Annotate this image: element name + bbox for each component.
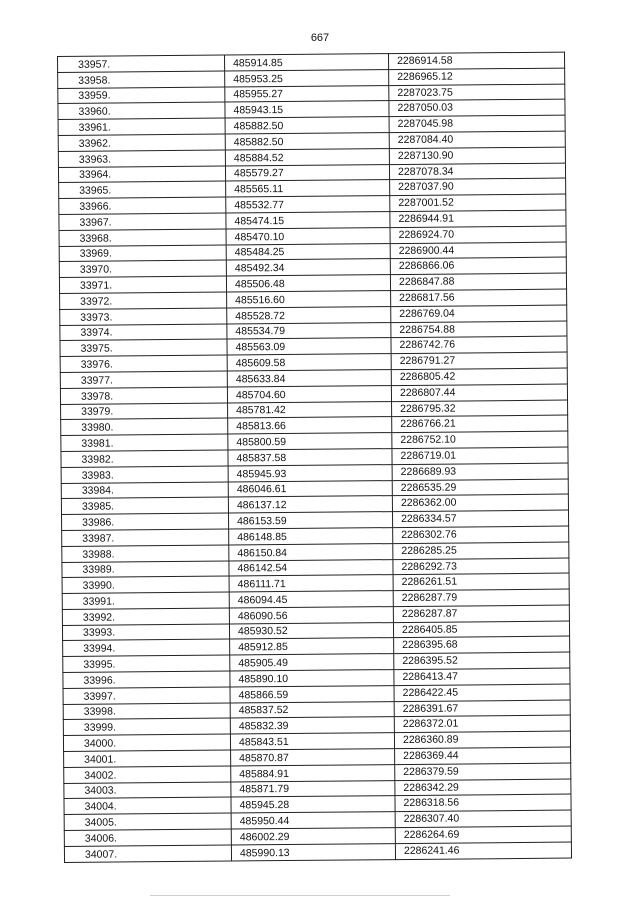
point-number-cell: 33980. [61,418,228,435]
point-number-cell: 33983. [61,466,228,483]
y-coordinate-cell: 2286535.29 [392,479,568,496]
y-coordinate-cell: 2286302.76 [393,526,569,543]
y-coordinate-cell: 2286318.56 [395,794,571,811]
x-coordinate-cell: 486142.54 [229,559,393,576]
point-number-cell: 34006. [64,829,231,846]
y-coordinate-cell: 2286795.32 [392,400,568,417]
point-number-cell: 33966. [59,197,226,214]
point-number-cell: 33964. [58,166,225,183]
point-number-cell: 33998. [63,703,230,720]
y-coordinate-cell: 2286866.06 [390,257,566,274]
x-coordinate-cell: 485609.58 [227,354,391,371]
y-coordinate-cell: 2286924.70 [390,226,566,243]
x-coordinate-cell: 486148.85 [229,527,393,544]
y-coordinate-cell: 2286307.40 [395,810,571,827]
point-number-cell: 34000. [63,734,230,751]
y-coordinate-cell: 2286914.58 [388,52,564,69]
y-coordinate-cell: 2287045.98 [389,115,565,132]
coordinate-table [57,52,572,863]
point-number-cell: 33960. [58,102,225,119]
y-coordinate-cell: 2286405.85 [393,621,569,638]
x-coordinate-cell: 485884.52 [225,148,389,165]
x-coordinate-cell: 486046.61 [228,480,392,497]
point-number-cell: 33985. [61,497,228,514]
scan-edge-line [150,895,450,896]
x-coordinate-cell: 486137.12 [228,496,392,513]
y-coordinate-cell: 2286769.04 [391,305,567,322]
y-coordinate-cell: 2286422.45 [394,684,570,701]
x-coordinate-cell: 485882.50 [225,117,389,134]
x-coordinate-cell: 485470.10 [226,227,390,244]
point-number-cell: 33978. [60,387,227,404]
x-coordinate-cell: 485563.09 [227,338,391,355]
y-coordinate-cell: 2287084.40 [389,131,565,148]
y-coordinate-cell: 2286360.89 [394,731,570,748]
y-coordinate-cell: 2286752.10 [392,431,568,448]
x-coordinate-cell: 485813.66 [228,417,392,434]
point-number-cell: 33971. [59,276,226,293]
x-coordinate-cell: 486153.59 [228,512,392,529]
point-number-cell: 33979. [61,403,228,420]
x-coordinate-cell: 485945.28 [231,796,395,813]
y-coordinate-cell: 2286944.91 [390,210,566,227]
y-coordinate-cell: 2286362.00 [392,494,568,511]
y-coordinate-cell: 2286807.44 [391,384,567,401]
x-coordinate-cell: 485955.27 [225,85,389,102]
point-number-cell: 33961. [58,118,225,135]
y-coordinate-cell: 2286817.56 [391,289,567,306]
y-coordinate-cell: 2286379.59 [395,763,571,780]
point-number-cell: 33982. [61,450,228,467]
x-coordinate-cell: 485704.60 [227,385,391,402]
x-coordinate-cell: 485945.93 [228,464,392,481]
x-coordinate-cell: 485506.48 [226,275,390,292]
point-number-cell: 33973. [60,308,227,325]
x-coordinate-cell: 485914.85 [224,54,388,71]
x-coordinate-cell: 486090.56 [229,606,393,623]
point-number-cell: 33996. [63,671,230,688]
x-coordinate-cell: 485781.42 [228,401,392,418]
x-coordinate-cell: 485837.52 [230,701,394,718]
y-coordinate-cell: 2286342.29 [395,779,571,796]
x-coordinate-cell: 485633.84 [227,370,391,387]
point-number-cell: 33988. [62,545,229,562]
y-coordinate-cell: 2286847.88 [390,273,566,290]
point-number-cell: 34001. [64,750,231,767]
point-number-cell: 34005. [64,813,231,830]
x-coordinate-cell: 486094.45 [229,591,393,608]
x-coordinate-cell: 485843.51 [230,733,394,750]
x-coordinate-cell: 485990.13 [231,843,395,860]
coordinate-table-body [58,52,572,862]
x-coordinate-cell: 485800.59 [228,433,392,450]
page-number: 667 [310,32,330,44]
y-coordinate-cell: 2286372.01 [394,716,570,733]
point-number-cell: 33975. [60,339,227,356]
x-coordinate-cell: 485484.25 [226,243,390,260]
y-coordinate-cell: 2286754.88 [391,321,567,338]
point-number-cell: 33987. [62,529,229,546]
point-number-cell: 33968. [59,229,226,246]
point-number-cell: 33991. [62,592,229,609]
coordinate-table-wrapper [57,52,571,863]
x-coordinate-cell: 485492.34 [226,259,390,276]
y-coordinate-cell: 2287023.75 [389,84,565,101]
point-number-cell: 33958. [58,71,225,88]
x-coordinate-cell: 486111.71 [229,575,393,592]
y-coordinate-cell: 2286287.87 [393,605,569,622]
table-row [64,842,571,862]
x-coordinate-cell: 486150.84 [229,543,393,560]
x-coordinate-cell: 485516.60 [227,291,391,308]
point-number-cell: 33999. [63,718,230,735]
y-coordinate-cell: 2286261.51 [393,573,569,590]
point-number-cell: 33989. [62,561,229,578]
x-coordinate-cell: 485870.87 [231,749,395,766]
x-coordinate-cell: 485532.77 [226,196,390,213]
point-number-cell: 34007. [64,845,231,862]
y-coordinate-cell: 2286689.93 [392,463,568,480]
point-number-cell: 33963. [58,150,225,167]
y-coordinate-cell: 2287050.03 [389,99,565,116]
point-number-cell: 33992. [62,608,229,625]
point-number-cell: 33990. [62,576,229,593]
point-number-cell: 33959. [58,87,225,104]
y-coordinate-cell: 2286900.44 [390,242,566,259]
y-coordinate-cell: 2286805.42 [391,368,567,385]
y-coordinate-cell: 2286334.57 [392,510,568,527]
x-coordinate-cell: 485950.44 [231,812,395,829]
x-coordinate-cell: 485905.49 [230,654,394,671]
point-number-cell: 34002. [64,766,231,783]
y-coordinate-cell: 2286264.69 [395,826,571,843]
point-number-cell: 33986. [62,513,229,530]
x-coordinate-cell: 485866.59 [230,685,394,702]
point-number-cell: 33965. [59,181,226,198]
y-coordinate-cell: 2286395.52 [394,652,570,669]
point-number-cell: 33981. [61,434,228,451]
y-coordinate-cell: 2287001.52 [390,194,566,211]
point-number-cell: 33993. [62,624,229,641]
x-coordinate-cell: 485930.52 [229,622,393,639]
point-number-cell: 33957. [58,55,225,72]
point-number-cell: 33974. [60,324,227,341]
x-coordinate-cell: 485882.50 [225,133,389,150]
y-coordinate-cell: 2286241.46 [395,842,571,859]
y-coordinate-cell: 2286965.12 [389,68,565,85]
y-coordinate-cell: 2287037.90 [390,178,566,195]
x-coordinate-cell: 485832.39 [230,717,394,734]
y-coordinate-cell: 2286391.67 [394,700,570,717]
x-coordinate-cell: 485528.72 [227,306,391,323]
point-number-cell: 33997. [63,687,230,704]
x-coordinate-cell: 485943.15 [225,101,389,118]
y-coordinate-cell: 2286395.68 [394,637,570,654]
y-coordinate-cell: 2286742.76 [391,336,567,353]
point-number-cell: 33995. [63,655,230,672]
y-coordinate-cell: 2286369.44 [395,747,571,764]
y-coordinate-cell: 2286292.73 [393,558,569,575]
x-coordinate-cell: 485534.79 [227,322,391,339]
x-coordinate-cell: 485474.15 [226,212,390,229]
point-number-cell: 33970. [59,260,226,277]
x-coordinate-cell: 485884.91 [231,764,395,781]
point-number-cell: 33994. [63,640,230,657]
point-number-cell: 33962. [58,134,225,151]
x-coordinate-cell: 485890.10 [230,670,394,687]
x-coordinate-cell: 485912.85 [230,638,394,655]
point-number-cell: 33967. [59,213,226,230]
y-coordinate-cell: 2286791.27 [391,352,567,369]
y-coordinate-cell: 2286719.01 [392,447,568,464]
point-number-cell: 33984. [61,482,228,499]
x-coordinate-cell: 485953.25 [225,69,389,86]
y-coordinate-cell: 2287130.90 [389,147,565,164]
y-coordinate-cell: 2287078.34 [389,163,565,180]
x-coordinate-cell: 486002.29 [231,828,395,845]
point-number-cell: 33976. [60,355,227,372]
x-coordinate-cell: 485837.58 [228,449,392,466]
x-coordinate-cell: 485565.11 [226,180,390,197]
y-coordinate-cell: 2286287.79 [393,589,569,606]
y-coordinate-cell: 2286766.21 [392,415,568,432]
y-coordinate-cell: 2286285.25 [393,542,569,559]
y-coordinate-cell: 2286413.47 [394,668,570,685]
x-coordinate-cell: 485871.79 [231,780,395,797]
point-number-cell: 33977. [60,371,227,388]
point-number-cell: 34004. [64,797,231,814]
x-coordinate-cell: 485579.27 [225,164,389,181]
point-number-cell: 34003. [64,782,231,799]
point-number-cell: 33972. [60,292,227,309]
point-number-cell: 33969. [59,245,226,262]
